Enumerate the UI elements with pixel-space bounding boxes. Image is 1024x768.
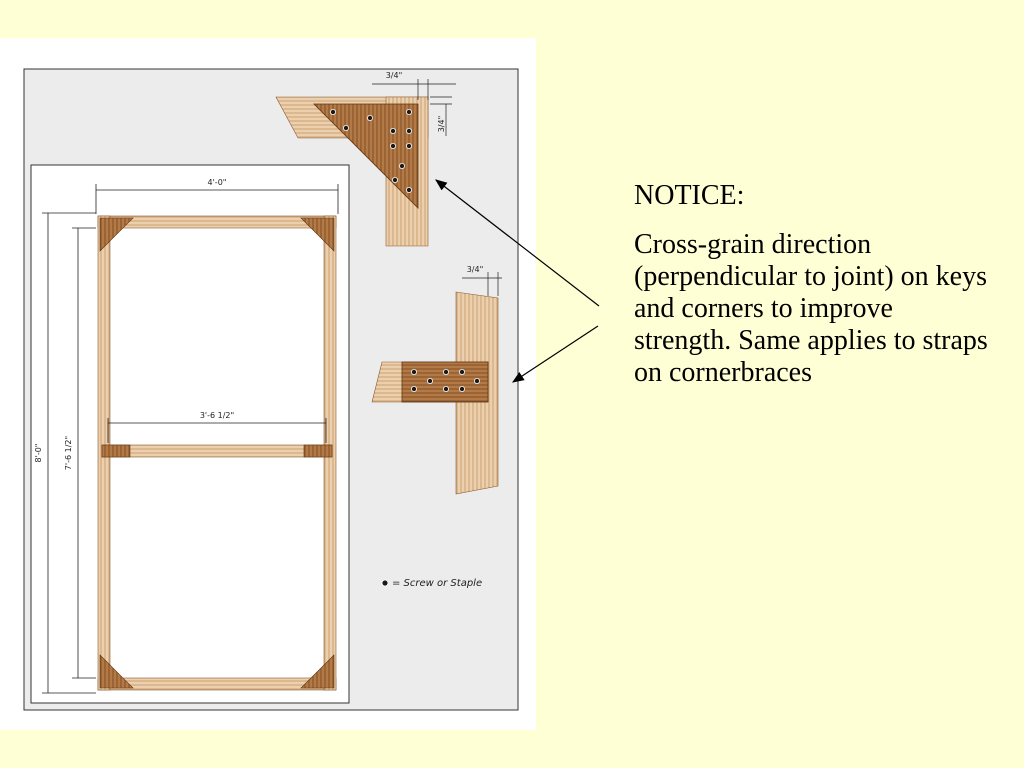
frame-middle-rail <box>102 445 332 457</box>
legend-label: = Screw or Staple <box>392 578 483 589</box>
frame-top-rail <box>98 216 336 228</box>
dim-height-outer-label: 8'-0" <box>34 443 43 463</box>
middle-key-right <box>304 445 332 457</box>
dim-width-label: 4'-0" <box>207 178 227 187</box>
corner-thickness-label: 3/4" <box>385 71 403 80</box>
notice-title: NOTICE: <box>634 180 745 211</box>
arrow-to-key <box>513 326 598 382</box>
dim-inner-width-label: 3'-6 1/2" <box>199 411 235 420</box>
middle-key-left <box>102 445 130 457</box>
legend <box>382 578 482 589</box>
frame-sheet <box>31 165 349 703</box>
frame-bottom-rail <box>98 678 336 690</box>
corner-gap-label: 3/4" <box>437 115 446 133</box>
dim-height-inner-label: 7'-6 1/2" <box>64 435 73 471</box>
notice-body: Cross-grain direction (perpendicular to joint) on keys and corners to improve strength. Same applies to straps on cornerbraces <box>634 229 988 388</box>
notice-block <box>634 180 994 389</box>
screw-icon <box>382 580 388 586</box>
key-thickness-label: 3/4" <box>466 265 484 274</box>
